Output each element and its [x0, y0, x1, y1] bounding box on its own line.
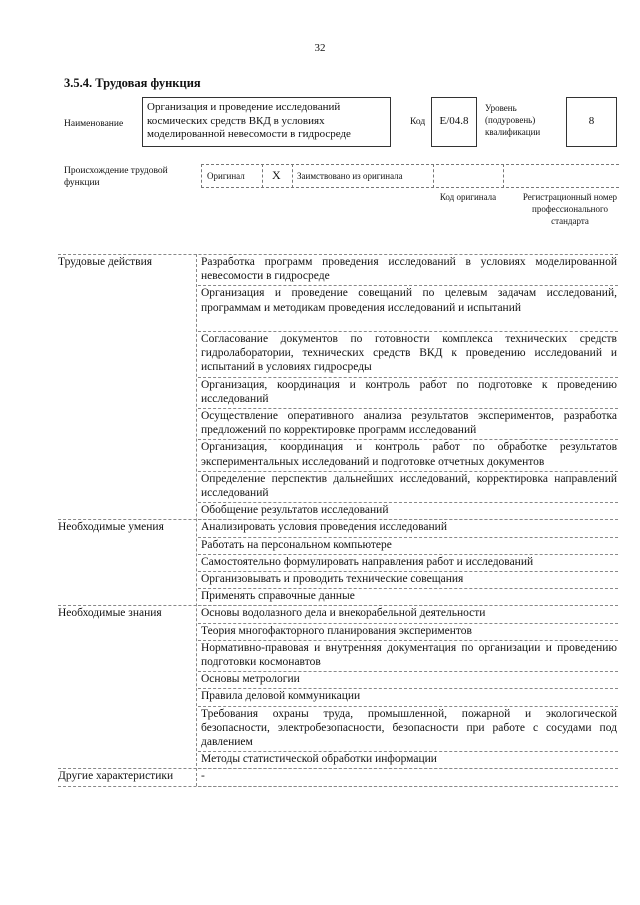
origin-divider [433, 164, 434, 188]
origin-row [201, 164, 619, 188]
category-label: Другие характеристики [58, 770, 174, 783]
row-divider [58, 786, 618, 787]
origin-divider [201, 164, 202, 188]
origin-original: Оригинал [207, 171, 245, 181]
table-cell: Организация, координация и контроль работ по обработке результатов экспериментальных исследований и подготовке отчетных документов [201, 441, 617, 468]
table-cell: Осуществление оперативного анализа результатов экспериментов, разработка предложений по корректировке программ исследований [201, 410, 617, 437]
reg-number-caption: Регистрационный номер профессионального стандарта [522, 192, 618, 226]
table-cell: Правила деловой коммуникации [201, 690, 361, 703]
table-cell: - [201, 770, 205, 783]
origin-divider [503, 164, 504, 188]
table-cell: Организация и проведение совещаний по целевым задачам исследований, программам и методикам проведения исследований и испытаний [201, 287, 617, 314]
origin-divider [292, 164, 293, 188]
code-label: Код [410, 117, 426, 127]
table-cell: Методы статистической обработки информации [201, 753, 437, 766]
category-label: Трудовые действия [58, 256, 153, 268]
page-number: 32 [314, 42, 326, 54]
level-box: 8 [566, 97, 617, 147]
table-cell: Основы метрологии [201, 673, 300, 686]
code-box: E/04.8 [431, 97, 477, 147]
table-cell: Самостоятельно формулировать направления работ и исследований [201, 555, 534, 568]
table-cell: Требования охраны труда, промышленной, пожарной и экологической безопасности, электробезопасности, безопасности при работе с сосудами под давлением [201, 707, 617, 748]
table-cell: Определение перспектив дальнейших исследований, корректировка направлений исследований [201, 472, 617, 499]
code-original-caption: Код оригинала [439, 192, 497, 202]
origin-borrowed: Заимствовано из оригинала [297, 171, 403, 181]
table-cell: Применять справочные данные [201, 590, 355, 603]
category-label: Необходимые умения [58, 521, 164, 534]
category-label: Необходимые знания [58, 607, 162, 620]
section-title: 3.5.4. Трудовая функция [64, 76, 201, 90]
origin-divider [262, 164, 263, 188]
table-cell: Организация, координация и контроль работ по подготовке к проведению исследований [201, 378, 617, 405]
origin-label: Происхождение трудовой функции [64, 166, 168, 188]
table-cell: Согласование документов по готовности комплекса технических средств гидролаборатории, технических средств ВКД к проведению исследований и испытаний в условиях гидросреды [201, 333, 617, 374]
column-divider [196, 254, 197, 786]
table-cell: Основы водолазного дела и внекорабельной деятельности [201, 607, 486, 620]
table-cell: Теория многофакторного планирования экспериментов [201, 624, 472, 637]
table-cell: Разработка программ проведения исследований в условиях моделированной невесомости в гидросреде [201, 256, 617, 283]
function-name-box: Организация и проведение исследований космических средств ВКД в условиях моделированной невесомости в гидросреде [142, 97, 391, 147]
origin-mark: X [272, 168, 281, 182]
level-label: Уровень (подуровень) квалификации [485, 103, 541, 137]
table-cell: Анализировать условия проведения исследований [201, 521, 447, 534]
table-cell: Нормативно-правовая и внутренняя документация по организации и проведению подготовки космонавтов [201, 641, 617, 668]
table-cell: Работать на персональном компьютере [201, 538, 392, 551]
table-cell: Обобщение результатов исследований [201, 504, 389, 517]
table-cell: Организовывать и проводить технические совещания [201, 573, 464, 585]
name-label: Наименование [64, 119, 124, 129]
